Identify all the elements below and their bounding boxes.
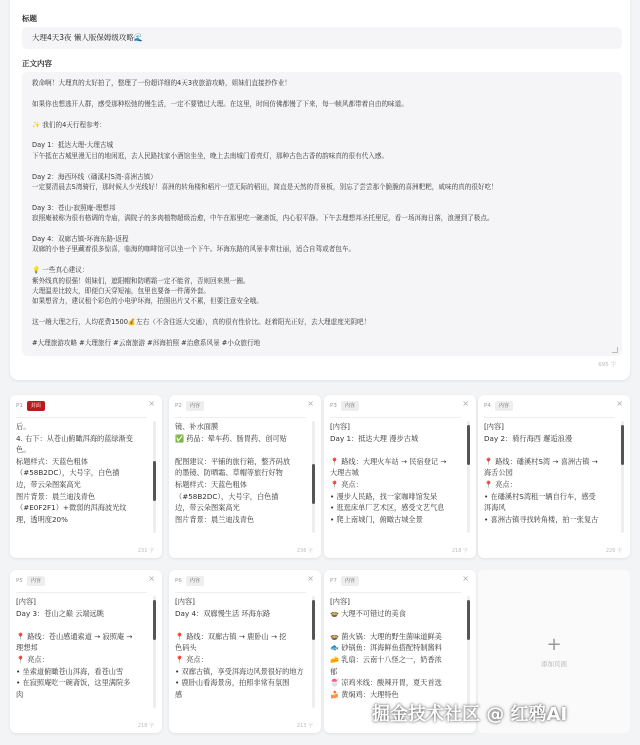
card-line: 海舌公园 bbox=[484, 468, 513, 478]
card-line: 📍 路线：双廊古镇 → 鹿卧山 → 挖 bbox=[175, 631, 287, 641]
card-line: [内容] bbox=[16, 597, 36, 606]
body-line: 紫外线真的很强！姐妹们，遮阳帽和防晒霜一定不能省，否则回来黑一圈。 bbox=[32, 276, 250, 285]
card-line: 标题样式：天蓝色粗体 bbox=[16, 456, 88, 466]
card-line: 边，带云朵图案高光 bbox=[175, 503, 240, 513]
body-line bbox=[32, 328, 612, 338]
card-line: 📍 亮点： bbox=[16, 654, 49, 664]
close-icon[interactable]: × bbox=[462, 399, 469, 408]
body-line: 一定要清晨去S湾骑行，那时候人少光线好！喜洲的转角楼和稻片一望无际的稻田，简直是天然的背景板，别忘了尝尝那个脆脆的喜洲粑粑，咸味的真的很好吃！ bbox=[32, 183, 498, 191]
scrollbar-thumb[interactable] bbox=[467, 600, 470, 640]
card-char-count: 226 字 bbox=[605, 548, 622, 554]
card-line: （#58B2DC），大号字，白色描 bbox=[175, 491, 279, 501]
body-label: 正文内容 bbox=[22, 59, 52, 68]
page-number: P3 bbox=[330, 403, 337, 409]
card-char-count: 218 字 bbox=[451, 548, 468, 554]
body-line: 救命啊！大理真的太好拍了，整理了一份超详细的4天3夜旅游攻略，姐妹们直接抄作业！ bbox=[32, 79, 291, 87]
card-content[interactable] bbox=[16, 592, 147, 712]
body-line: 寂照庵被称为很有格调的寺庙，满院子的多肉植物超级治愈，中午在那里吃一碗斋饭，内心很平静。下午去理想邦圣托里尼，看一场洱海日落，浪漫到了极点。 bbox=[32, 214, 494, 223]
page-number: P4 bbox=[484, 403, 491, 409]
card-line: 📍 亮点： bbox=[175, 654, 208, 664]
page-type-badge: 内容 bbox=[495, 401, 513, 411]
title-input[interactable]: 大理4天3夜 懒人版保姆级攻略🌊 bbox=[22, 27, 622, 49]
add-page-label: 添加页面 bbox=[541, 660, 567, 668]
page-card[interactable] bbox=[478, 395, 630, 558]
card-line: [内容] bbox=[330, 597, 350, 606]
body-line: 双廊的小巷子里藏着很多惊喜，临海的咖啡馆可以坐一个下午。环海东路的风景非常壮丽，适合自驾或者包车。 bbox=[32, 245, 356, 254]
card-line: Day 2：骑行海西 邂逅浪漫 bbox=[484, 433, 573, 443]
page-number: P6 bbox=[175, 578, 182, 584]
card-line: 镜、补水面膜 bbox=[175, 422, 219, 431]
card-line: • 鹿卧山看海景房，拍照非常有氛围 bbox=[175, 678, 290, 688]
card-line: 郁 bbox=[330, 666, 338, 676]
card-line: [内容] bbox=[330, 422, 350, 431]
body-line bbox=[32, 130, 612, 140]
body-textarea[interactable] bbox=[22, 72, 622, 356]
card-line: 色。 bbox=[16, 445, 31, 455]
card-line: ✅ 药品：晕车药、肠胃药、创可贴 bbox=[175, 433, 287, 443]
body-line bbox=[32, 109, 612, 119]
card-char-count: 231 字 bbox=[137, 548, 154, 554]
page-number: P5 bbox=[16, 578, 23, 584]
body-line bbox=[32, 192, 612, 202]
card-line: 🍲 大理不可错过的美食 bbox=[330, 608, 406, 618]
card-content[interactable] bbox=[484, 417, 615, 537]
body-line bbox=[32, 88, 612, 98]
card-line: • 漫步人民路，找一家咖啡馆发呆 bbox=[330, 491, 438, 501]
card-line: 标题样式：天蓝色粗体 bbox=[175, 479, 247, 489]
scrollbar-thumb[interactable] bbox=[467, 425, 470, 465]
card-line: 🍰 黄焖鸡：大理特色 bbox=[330, 689, 399, 699]
card-line: 理想邦 bbox=[16, 643, 38, 653]
card-line: • 爬上南城门，俯瞰古城全景 bbox=[330, 514, 423, 524]
page-card[interactable] bbox=[169, 395, 321, 558]
card-scrollbar[interactable] bbox=[153, 596, 156, 708]
body-line: Day 4：双廊古镇-环海东路-返程 bbox=[32, 235, 129, 243]
card-header bbox=[16, 575, 45, 587]
page-card[interactable] bbox=[169, 570, 321, 733]
body-line: Day 2：海西环线（磻溪村S湾-喜洲古镇） bbox=[32, 172, 157, 181]
page-type-badge: 内容 bbox=[27, 576, 45, 586]
body-line: Day 1：抵达大理-大理古城 bbox=[32, 141, 114, 150]
title-label: 标题 bbox=[22, 14, 37, 23]
body-line: 💡 一些真心建议： bbox=[32, 266, 89, 275]
page-number: P1 bbox=[16, 403, 23, 409]
card-line: Day 1：抵达大理 漫步古城 bbox=[330, 433, 419, 443]
card-scrollbar[interactable] bbox=[467, 596, 470, 708]
card-line bbox=[484, 444, 615, 456]
card-scrollbar[interactable] bbox=[621, 421, 624, 533]
card-header bbox=[484, 400, 513, 412]
card-line: Day 3：苍山之巅 云端远眺 bbox=[16, 608, 105, 618]
body-line: 下午抵在古城里漫无目的地闲逛，去人民路找家小酒馆坐坐，晚上去南城门看亮灯，那种古色古香的韵味真的很有代入感。 bbox=[32, 151, 389, 160]
close-icon[interactable]: × bbox=[148, 399, 155, 408]
card-line bbox=[330, 444, 461, 456]
watermark: 掘金技术社区 @ 红鸦AI bbox=[372, 704, 568, 725]
card-line: 📍 路线：磻溪村S湾 → 喜洲古镇 → bbox=[484, 456, 598, 466]
card-line bbox=[175, 619, 306, 631]
card-scrollbar[interactable] bbox=[467, 421, 470, 533]
card-content[interactable] bbox=[175, 592, 306, 712]
body-line: ✨ 我们的4天行程参考： bbox=[32, 120, 106, 129]
body-line: 大理温差比较大，即便白天穿短袖，包里也要备一件薄外套。 bbox=[32, 287, 211, 296]
note-editor bbox=[10, 0, 630, 380]
body-line bbox=[32, 255, 612, 265]
card-line: 📍 路线：苍山感通索道 → 寂照庵 → bbox=[16, 631, 133, 641]
page-type-badge: 封面 bbox=[27, 401, 45, 411]
card-header bbox=[175, 575, 204, 587]
page-card[interactable] bbox=[10, 395, 162, 558]
page-type-badge: 内容 bbox=[186, 576, 204, 586]
card-content[interactable] bbox=[16, 417, 147, 537]
card-line: 🧀 乳扇：云南十八怪之一，奶香浓 bbox=[330, 654, 442, 664]
page-number: P7 bbox=[330, 578, 337, 584]
page-card[interactable] bbox=[324, 395, 476, 558]
card-line: 后。 bbox=[16, 422, 31, 431]
card-line: 配图建议：平铺的旅行箱，整齐码放 bbox=[175, 456, 291, 466]
body-line bbox=[32, 224, 612, 234]
scrollbar-thumb[interactable] bbox=[621, 425, 624, 465]
page-type-badge: 内容 bbox=[186, 401, 204, 411]
card-line: 肉 bbox=[16, 689, 24, 699]
card-scrollbar[interactable] bbox=[153, 421, 156, 533]
body-line: 如果你也想逃开人群，感受那种松弛的慢生活，一定不要错过大理。在这里，时间仿佛都慢了下来，每一帧风都带着自由的味道。 bbox=[32, 99, 408, 108]
card-line: • 坐索道俯瞰苍山洱海，看苍山雪 bbox=[16, 666, 124, 676]
card-content[interactable] bbox=[330, 417, 461, 537]
body-line bbox=[32, 307, 612, 317]
page-type-badge: 内容 bbox=[341, 576, 359, 586]
card-header bbox=[16, 400, 45, 412]
card-line: 图片背景：晨兰迪浅青色 bbox=[16, 491, 96, 501]
body-line: Day 3：苍山-寂照庵-理想邦 bbox=[32, 203, 116, 212]
card-content[interactable] bbox=[330, 592, 461, 712]
card-line: • 在磻溪村S湾租一辆自行车，感受 bbox=[484, 491, 596, 501]
close-icon[interactable]: × bbox=[148, 574, 155, 583]
scrollbar-thumb[interactable] bbox=[153, 600, 156, 640]
resize-handle[interactable] bbox=[612, 347, 618, 353]
scrollbar-thumb[interactable] bbox=[153, 461, 156, 501]
card-line: 的墨镜、防晒霜、草帽等旅行好物 bbox=[175, 468, 283, 478]
close-icon[interactable]: × bbox=[462, 574, 469, 583]
card-content[interactable] bbox=[175, 417, 306, 537]
card-char-count: 236 字 bbox=[296, 548, 313, 554]
card-line bbox=[175, 444, 306, 456]
card-line: • 双廊古镇，享受洱海边风景很好的地方 bbox=[175, 666, 304, 676]
card-line: 边，带云朵图案高光 bbox=[16, 479, 81, 489]
body-line: #大理旅游攻略 #大理旅行 #云南旅游 #洱海拍照 #治愈系风景 #小众旅行地 bbox=[32, 339, 261, 348]
card-line: （#58B2DC），大号字，白色描 bbox=[16, 468, 120, 478]
card-line: 📍 亮点： bbox=[330, 479, 363, 489]
card-line bbox=[16, 619, 147, 631]
char-count: 695 字 bbox=[598, 362, 616, 368]
close-icon[interactable]: × bbox=[307, 574, 314, 583]
card-char-count: 218 字 bbox=[137, 723, 154, 729]
card-line: （#E0F2F1）+微弱的洱海波光纹 bbox=[16, 503, 127, 513]
card-line: 🐟 砂锅鱼：洱海鲜鱼搭配特制酱料 bbox=[330, 643, 442, 653]
card-scrollbar[interactable] bbox=[312, 421, 315, 533]
card-line bbox=[330, 619, 461, 631]
card-line: • 在寂照庵吃一碗斋饭，这里满院多 bbox=[16, 678, 131, 688]
page-type-badge: 内容 bbox=[341, 401, 359, 411]
body-line: 这一趟大理之行，人均花费1500💰左右（不含往返大交通），真的很有性价比。赶着阳光正好，去大理虚度光阴吧！ bbox=[32, 318, 371, 327]
card-line: 洱海风 bbox=[484, 503, 506, 513]
card-line: Day 4：双廊慢生活 环海东路 bbox=[175, 608, 271, 618]
card-line: • 逛逛床单厂艺术区，感受文艺气息 bbox=[330, 503, 445, 513]
page-number: P2 bbox=[175, 403, 182, 409]
card-line: 图片背景：晨兰迪浅青色 bbox=[175, 514, 255, 524]
card-header bbox=[330, 575, 359, 587]
card-line: 色码头 bbox=[175, 643, 197, 653]
card-header bbox=[330, 400, 359, 412]
body-line bbox=[32, 161, 612, 171]
scrollbar-thumb[interactable] bbox=[312, 600, 315, 640]
card-line: 大理古城 bbox=[330, 468, 359, 478]
card-line: 📍 亮点： bbox=[484, 479, 517, 489]
card-char-count: 213 字 bbox=[296, 723, 313, 729]
body-line: 如果想省力，建议租个彩色的小电驴环海，拍照出片又不累，但要注意安全哦。 bbox=[32, 297, 263, 306]
plus-icon: + bbox=[546, 634, 562, 655]
card-line: [内容] bbox=[175, 597, 195, 606]
page-card[interactable] bbox=[10, 570, 162, 733]
card-scrollbar[interactable] bbox=[312, 596, 315, 708]
card-line: 📍 路线：大理火车站 → 民宿登记 → bbox=[330, 456, 447, 466]
scrollbar-thumb[interactable] bbox=[312, 464, 315, 504]
card-line: 理，透明度20% bbox=[16, 514, 68, 524]
card-line: • 喜洲古镇寻找转角楼，拍一张复古 bbox=[484, 514, 599, 524]
card-line: [内容] bbox=[484, 422, 504, 431]
card-line: 🍲 菌火锅：大理的野生菌味道鲜美 bbox=[330, 631, 442, 641]
card-line: 4. 右下：从苍山俯瞰洱海的蓝绿渐变 bbox=[16, 433, 133, 443]
card-line: 🍧 凉鸡米线：酸辣开胃，夏天首选 bbox=[330, 678, 442, 688]
card-line: 感 bbox=[175, 689, 183, 699]
close-icon[interactable]: × bbox=[616, 399, 623, 408]
close-icon[interactable]: × bbox=[307, 399, 314, 408]
card-header bbox=[175, 400, 204, 412]
